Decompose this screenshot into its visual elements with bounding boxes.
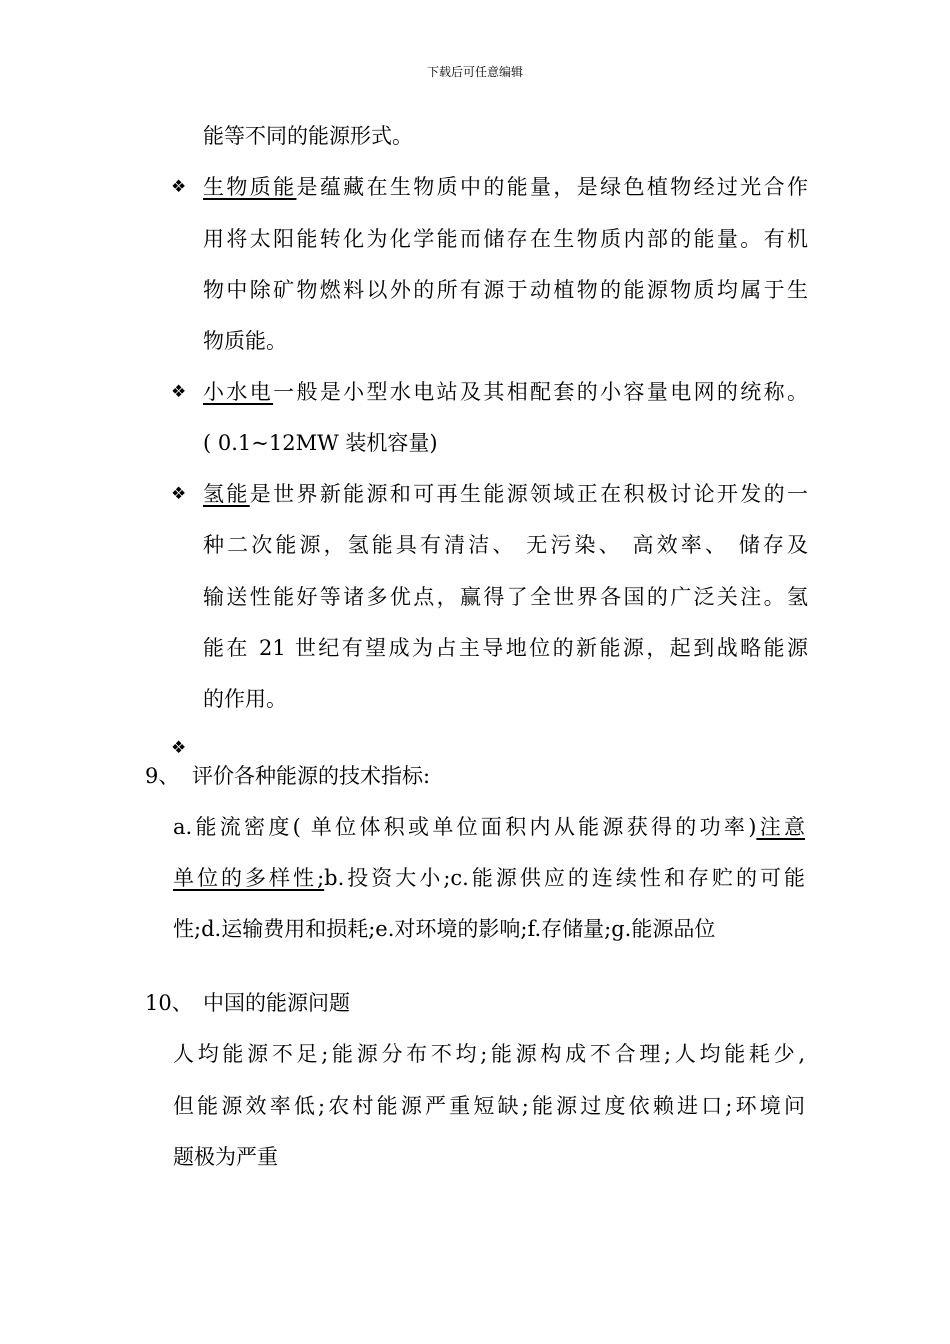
- section-10-number: 10、: [145, 991, 193, 1015]
- hydrogen-line-5: 的作用。: [203, 687, 287, 711]
- hydro-line-2: ( 0.1~12MW 装机容量): [203, 431, 438, 455]
- hydro-line-1-text: 一般是小型水电站及其相配套的小容量电网的统称。: [273, 380, 809, 404]
- biomass-line-1-text: 是蕴藏在生物质中的能量，是绿色植物经过光合作: [296, 175, 809, 199]
- biomass-line-2: 用将太阳能转化为化学能而储存在生物质内部的能量。有机: [203, 227, 808, 251]
- section-9-title: 评价各种能源的技术指标:: [192, 764, 431, 788]
- section-9-line-2: [173, 863, 805, 893]
- intro-line: 能等不同的能源形式。: [203, 124, 413, 148]
- section-9-line-2-text: b.投资大小;c.能源供应的连续性和存贮的可能: [324, 866, 805, 890]
- biomass-line-1: [203, 172, 808, 202]
- hydrogen-line-2: 种二次能源，氢能具有清洁、 无污染、 高效率、 储存及: [203, 533, 808, 557]
- section-10-line-1: 人均能源不足;能源分布不均;能源构成不合理;人均能耗少,: [173, 1042, 805, 1066]
- biomass-line-3: 物中除矿物燃料以外的所有源于动植物的能源物质均属于生: [203, 278, 808, 302]
- bullet-icon: ❖: [171, 177, 187, 197]
- section-10-title: 中国的能源问题: [203, 991, 350, 1015]
- biomass-term: 生物质能: [203, 175, 297, 199]
- hydrogen-line-3: 输送性能好等诸多优点，赢得了全世界各国的广泛关注。氢: [203, 585, 808, 609]
- hydro-term: 小水电: [203, 380, 274, 404]
- page-header: 下载后可任意编辑: [426, 65, 523, 79]
- hydrogen-line-1-text: 是世界新能源和可再生能源领域正在积极讨论开发的一: [249, 482, 809, 506]
- section-9-note-end: 单位的多样性;: [173, 866, 325, 890]
- biomass-line-4: 物质能。: [203, 329, 287, 353]
- hydrogen-term: 氢能: [203, 482, 250, 506]
- bullet-icon: ❖: [171, 738, 187, 758]
- hydro-line-1: [203, 377, 808, 407]
- bullet-icon: ❖: [171, 484, 187, 504]
- section-9-line-1: [173, 812, 805, 842]
- section-10-line-2: 但能源效率低;农村能源严重短缺;能源过度依赖进口;环境问: [173, 1094, 805, 1118]
- section-9-line-1-text: a.能流密度( 单位体积或单位面积内从能源获得的功率): [173, 815, 757, 839]
- hydrogen-line-1: [203, 479, 808, 509]
- section-9-number: 9、: [145, 764, 180, 788]
- section-9-line-3: 性;d.运输费用和损耗;e.对环境的影响;f.存储量;g.能源品位: [173, 917, 716, 941]
- bullet-icon: ❖: [171, 382, 187, 402]
- section-9-note-start: 注意: [756, 815, 806, 839]
- hydrogen-line-4: 能在 21 世纪有望成为占主导地位的新能源，起到战略能源: [203, 636, 808, 660]
- section-10-line-3: 题极为严重: [173, 1145, 278, 1169]
